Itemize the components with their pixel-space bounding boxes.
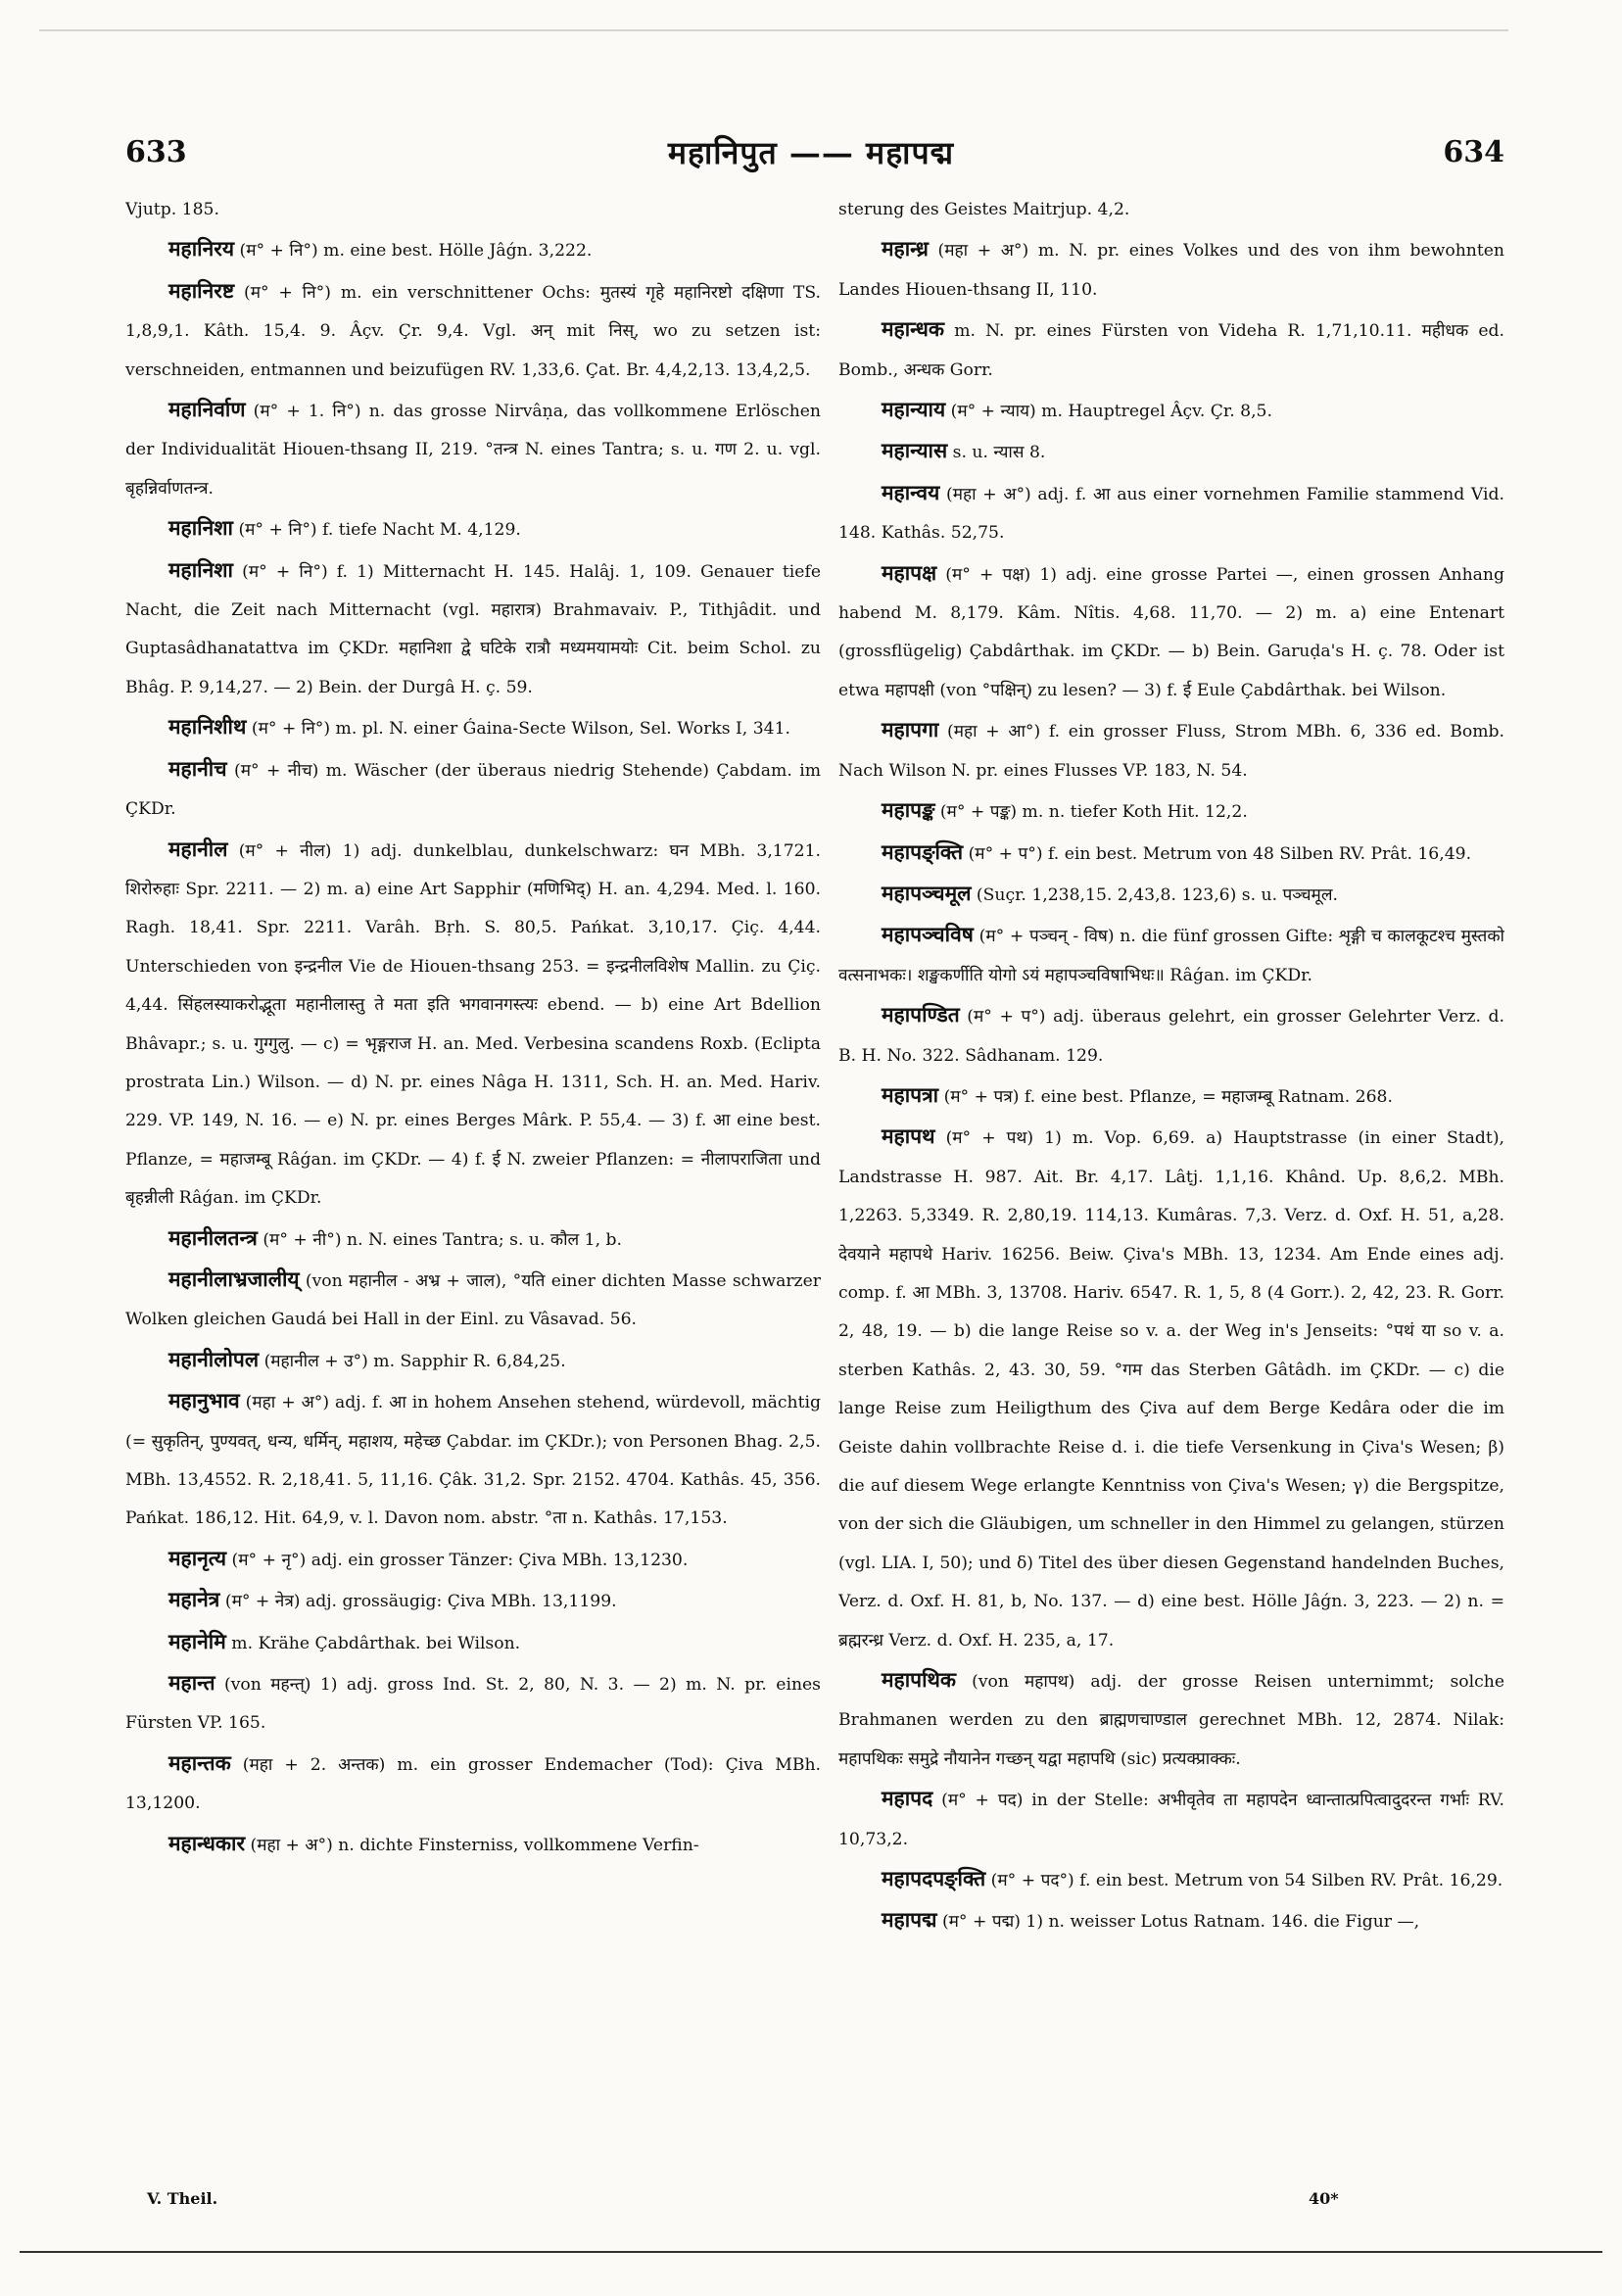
entry-definition: (von महानील - अभ्र + जाल), °यति einer dichten Masse schwarzer Wolken gleichen Gaudá bei Hall in der Einl. zu Vâsavad. 56. bbox=[125, 1270, 821, 1330]
entry-definition: (von महन्त्) 1) adj. gross Ind. St. 2, 80, N. 3. — 2) m. N. pr. eines Fürsten VP. 165. bbox=[125, 1675, 821, 1734]
left-page-number: 633 bbox=[125, 135, 187, 169]
dictionary-entry bbox=[838, 1117, 1504, 1660]
dictionary-entry bbox=[838, 1076, 1504, 1117]
dictionary-entry bbox=[125, 1580, 821, 1621]
dictionary-entry bbox=[125, 1622, 821, 1663]
dictionary-entry bbox=[838, 1660, 1504, 1779]
entry-definition: (म° + नी°) n. N. eines Tantra; s. u. कौल 1, b. bbox=[262, 1229, 622, 1250]
entry-definition: (म° + पञ्चन् - विष) n. die fünf grossen Gifte: शृङ्गी च कालकूटश्च मुस्तको वत्सनाभकः। शङ्खकर्णीति योगो ऽयं महापञ्चविषाभिधः॥ Râǵan. im ÇKDr. bbox=[838, 927, 1504, 985]
entry-definition: (म° + पद) in der Stelle: अभीवृतेव ता महापदेन ध्वान्तात्प्रपित्वादुदरन्त गर्भाः RV. 10,73,2. bbox=[838, 1791, 1504, 1849]
dictionary-entry bbox=[838, 790, 1504, 832]
entry-definition: (Suçr. 1,238,15. 2,43,8. 123,6) s. u. पञ्चमूल. bbox=[976, 885, 1338, 905]
entry-definition: s. u. न्यास 8. bbox=[952, 443, 1046, 463]
dictionary-entry bbox=[125, 1663, 821, 1744]
right-page-number: 634 bbox=[1443, 135, 1504, 169]
entry-headword: महापङ्क्ति bbox=[882, 838, 964, 864]
dictionary-entry bbox=[125, 191, 821, 229]
entry-headword: महानीलाभ्रजालीय् bbox=[168, 1266, 300, 1291]
entry-definition: m. N. pr. eines Fürsten von Videha R. 1,71,10.11. महीधक ed. Bomb., अन्धक Gorr. bbox=[838, 321, 1504, 380]
dictionary-entry bbox=[838, 431, 1504, 472]
entry-headword: महानृत्य bbox=[168, 1545, 227, 1570]
entry-definition: m. Krähe Çabdârthak. bei Wilson. bbox=[231, 1633, 521, 1653]
entry-headword: महानील bbox=[168, 836, 228, 861]
entry-headword: महापञ्चविष bbox=[882, 922, 974, 947]
entry-headword: महानेमि bbox=[168, 1628, 226, 1653]
entry-headword: महापण्डित bbox=[882, 1002, 960, 1028]
entry-headword: महान्धकार bbox=[168, 1830, 246, 1855]
dictionary-entry bbox=[125, 1260, 821, 1340]
entry-headword: महान्यास bbox=[882, 438, 948, 463]
entry-definition: (महा + अ°) n. dichte Finsterniss, vollkommene Verfin- bbox=[250, 1835, 699, 1855]
entry-definition: (म° + नि°) m. ein verschnittener Ochs: मुतस्यं गृहे महानिरष्टो दक्षिणा TS. 1,8,9,1. Kâth. 15,4. 9. Âçv. Çr. 9,4. Vgl. अन् mit निस्, wo zu setzen ist: verschneiden, entmannen und beizufügen RV. 1,33,6. Çat. Br. 4,4,2,13. 13,4,2,5. bbox=[125, 282, 821, 380]
entry-headword: महानीलतन्त्र bbox=[168, 1224, 258, 1250]
entry-definition: (म° + नृ°) adj. ein grosser Tänzer: Çiva MBh. 13,1230. bbox=[231, 1550, 689, 1570]
entry-definition: (म° + पथ) 1) m. Vop. 6,69. a) Hauptstrasse (in einer Stadt), Landstrasse H. 987. Ait. Br. 4,17. Lâṭj. 1,1,16. Khând. Up. 8,6,2. MBh. 1,2263. 5,3349. R. 2,80,19. 114,13. Kumâras. 7,3. Verz. d. Oxf. H. 51, a,28. देवयाने महापथे Hariv. 16256. Beiw. Çiva's MBh. 13, 1234. Am Ende eines adj. comp. f. आ MBh. 3, 13708. Hariv. 6547. R. 1, 5, 8 (4 Gorr.). 2, 42, 23. R. Gorr. 2, 48, 19. — b) die lange Reise so v. a. der Weg in's Jenseits: °पथं या so v. a. sterben Kathâs. 2, 43. 30, 59. °गम das Sterben Gâtâdh. im ÇKDr. — c) die lange Reise zum Heiligthum des Çiva auf dem Berge Kedâra oder die im Geiste dahin vollbrachte Reise d. i. die tiefe Versenkung in Çiva's Wesen; β) die auf diesem Wege erlangte Kenntniss von Çiva's Wesen; γ) die Bergspitze, von der sich die Gläubigen, um schneller in den Himmel zu gelangen, stürzen (vgl. LIA. I, 50); und δ) Titel des über diesen Gegenstand handelnden Buches, Verz. d. Oxf. H. 81, b, No. 137. — d) eine best. Hölle Jâǵn. 3, 223. — 2) n. = ब्रह्मरन्ध्र Verz. d. Oxf. H. 235, a, 17. bbox=[838, 1128, 1504, 1650]
entry-headword: महानिशा bbox=[168, 515, 233, 541]
dictionary-entry bbox=[838, 191, 1504, 229]
dictionary-entry bbox=[838, 710, 1504, 790]
entry-definition: (म° + 1. नि°) n. das grosse Nirvâṇa, das vollkommene Erlöschen der Individualität Hiouen-thsang II, 219. °तन्त्र N. eines Tantra; s. u. गण 2. u. vgl. बृहन्निर्वाणतन्त्र. bbox=[125, 402, 821, 499]
dictionary-entry bbox=[125, 1539, 821, 1580]
entry-definition: (von महापथ) adj. der grosse Reisen unternimmt; solche Brahmanen werden zu den ब्राह्मणचाण्डाल gerechnet MBh. 12, 2874. Nilak: महापथिकः समुद्रे नौयानेन गच्छन् यद्वा महापथि (sic) प्रत्यक्प्राक्कः. bbox=[838, 1672, 1504, 1769]
dictionary-entry bbox=[125, 1824, 821, 1865]
entry-headword: महापथ bbox=[882, 1124, 935, 1149]
entry-definition: (महा + 2. अन्तक) m. ein grosser Endemacher (Tod): Çiva MBh. 13,1200. bbox=[125, 1754, 821, 1814]
dictionary-entry bbox=[125, 229, 821, 270]
entry-definition: (म° + नि°) f. 1) Mitternacht H. 145. Halâj. 1, 109. Genauer tiefe Nacht, die Zeit nach Mitternacht (vgl. महारात्र) Brahmavaiv. P., Tithjâdit. und Guptasâdhanatattva im ÇKDr. महानिशा द्वे घटिके रात्रौ मध्यमयामयोः Cit. beim Schol. zu Bhâg. P. 9,14,27. — 2) Bein. der Durgâ H. ç. 59. bbox=[125, 561, 821, 697]
entry-definition: (म° + प°) adj. überaus gelehrt, ein grosser Gelehrter Verz. d. B. H. No. 322. Sâdhanam. 129. bbox=[838, 1007, 1504, 1066]
entry-definition: (म° + पङ्क) m. n. tiefer Koth Hit. 12,2. bbox=[939, 802, 1248, 823]
entry-headword: महानिशा bbox=[168, 556, 233, 582]
entry-headword: महान्धक bbox=[882, 316, 945, 342]
dictionary-entry bbox=[125, 1219, 821, 1260]
dictionary-entry bbox=[838, 390, 1504, 431]
entry-headword: महानेत्र bbox=[168, 1587, 220, 1612]
entry-headword: महापत्रा bbox=[882, 1081, 939, 1107]
entry-definition: (म° + नील) 1) adj. dunkelblau, dunkelschwarz: घन MBh. 3,1721. शिरोरुहाः Spr. 2211. — 2) m. a) eine Art Sapphir (मणिभिद्) H. an. 4,294. Med. l. 160. Ragh. 18,41. Spr. 2211. Varâh. Bṛh. S. 80,5. Pańkat. 3,10,17. Çiç. 4,44. Unterschieden von इन्द्रनील Vie de Hiouen-thsang 253. = इन्द्रनीलविशेष Mallin. zu Çiç. 4,44. सिंहलस्याकरोद्भूता महानीलास्तु ते मता इति भगवानगस्त्यः ebend. — b) eine Art Bdellion Bhâvapr.; s. u. गुग्गुलु. — c) = भृङ्गराज H. an. Med. Verbesina scandens Roxb. (Eclipta prostrata Lin.) Wilson. — d) N. pr. eines Nâga H. 1311, Sch. H. an. Med. Hariv. 229. VP. 149, N. 16. — e) N. pr. eines Berges Mârk. P. 55,4. — 3) f. आ eine best. Pflanze, = महाजम्बू Râǵan. im ÇKDr. — 4) f. ई N. zweier Pflanzen: = नीलापराजिता und बृहन्नीली Râǵan. im ÇKDr. bbox=[125, 840, 821, 1209]
dictionary-entry bbox=[125, 1744, 821, 1824]
entry-headword: महानिशीथ bbox=[168, 714, 247, 740]
entry-definition: (म° + नीच) m. Wäscher (der überaus niedrig Stehende) Çabdam. im ÇKDr. bbox=[125, 760, 821, 820]
entry-definition: (म° + नि°) m. eine best. Hölle Jâǵn. 3,222. bbox=[239, 241, 593, 262]
dictionary-entry bbox=[125, 550, 821, 708]
entry-definition: (महा + अ°) adj. f. आ aus einer vornehmen Familie stammend Vid. 148. Kathâs. 52,75. bbox=[838, 484, 1504, 544]
volume-signature: V. Theil. bbox=[147, 2189, 218, 2208]
entry-definition: (महा + अ°) m. N. pr. eines Volkes und des von ihm bewohnten Landes Hiouen-thsang II, 110. bbox=[838, 241, 1504, 300]
dictionary-entry bbox=[838, 874, 1504, 915]
entry-headword: महानिर्वाण bbox=[168, 397, 246, 422]
dictionary-entry bbox=[838, 553, 1504, 711]
entry-headword: महान्याय bbox=[882, 397, 946, 422]
dictionary-entry bbox=[125, 271, 821, 390]
dictionary-entry bbox=[838, 915, 1504, 995]
entry-definition: (म° + पद्म) 1) n. weisser Lotus Ratnam. 146. die Figur —, bbox=[941, 1912, 1420, 1933]
entry-headword: महापद्म bbox=[882, 1907, 937, 1933]
entry-headword: महापञ्चमूल bbox=[882, 880, 972, 905]
entry-definition: (महानील + उ°) m. Sapphir R. 6,84,25. bbox=[263, 1351, 566, 1371]
entry-headword: महान्त bbox=[168, 1670, 215, 1696]
dictionary-entry bbox=[838, 1779, 1504, 1859]
dictionary-entry bbox=[838, 473, 1504, 553]
dictionary-entry bbox=[838, 310, 1504, 390]
dictionary-entry bbox=[125, 390, 821, 508]
entry-headword: महापङ्क bbox=[882, 797, 935, 823]
dictionary-entry bbox=[125, 1381, 821, 1539]
right-column bbox=[838, 191, 1504, 2130]
dictionary-entry bbox=[125, 749, 821, 830]
entry-definition: (म° + नि°) f. tiefe Nacht M. 4,129. bbox=[238, 520, 521, 541]
dictionary-entry bbox=[125, 508, 821, 550]
running-header bbox=[118, 131, 1504, 180]
dictionary-entry bbox=[838, 1900, 1504, 1941]
entry-definition: sterung des Geistes Maitrjup. 4,2. bbox=[838, 200, 1130, 219]
entry-definition: (म° + नेत्र) adj. grossäugig: Çiva MBh. 13,1199. bbox=[224, 1592, 617, 1612]
entry-definition: (म° + पत्र) f. eine best. Pflanze, = महाजम्बू Ratnam. 268. bbox=[943, 1086, 1393, 1107]
dictionary-entry bbox=[838, 229, 1504, 310]
entry-definition: (महा + अ°) adj. f. आ in hohem Ansehen stehend, würdevoll, mächtig (= सुकृतिन्, पुण्यवत्, धन्य, धर्मिन्, महाशय, महेच्छ Çabdar. im ÇKDr.); von Personen Bhag. 2,5. MBh. 13,4552. R. 2,18,41. 5, 11,16. Çâk. 31,2. Spr. 2152. 4704. Kathâs. 45, 356. Pańkat. 186,12. Hit. 64,9, v. l. Davon nom. abstr. °ता n. Kathâs. 17,153. bbox=[125, 1393, 821, 1529]
entry-headword: महानुभाव bbox=[168, 1388, 240, 1413]
dictionary-entry bbox=[838, 1859, 1504, 1900]
left-column bbox=[125, 191, 821, 2130]
bottom-rule bbox=[20, 2251, 1602, 2253]
entry-headword: महानीच bbox=[168, 755, 227, 781]
entry-definition: Vjutp. 185. bbox=[125, 200, 219, 219]
entry-headword: महापद bbox=[882, 1786, 933, 1811]
dictionary-entry bbox=[125, 830, 821, 1219]
entry-headword: महानिरय bbox=[168, 236, 235, 262]
sheet-signature: 40* bbox=[1309, 2189, 1339, 2208]
entry-definition: (म° + प°) f. ein best. Metrum von 48 Silben RV. Prât. 16,49. bbox=[968, 843, 1472, 864]
dictionary-entry bbox=[125, 1340, 821, 1381]
entry-headword: महानीलोपल bbox=[168, 1346, 260, 1371]
dictionary-entry bbox=[838, 995, 1504, 1076]
entry-definition: (म° + न्याय) m. Hauptregel Âçv. Çr. 8,5. bbox=[950, 402, 1272, 422]
entry-headword: महान्तक bbox=[168, 1749, 231, 1775]
entry-definition: (म° + नि°) m. pl. N. einer Ǵaina-Secte Wilson, Sel. Works I, 341. bbox=[251, 719, 790, 740]
entry-headword: महान्वय bbox=[882, 479, 940, 504]
entry-headword: महापथिक bbox=[882, 1667, 957, 1693]
scan-artifact-line bbox=[39, 29, 1508, 31]
entry-headword: महापदपङ्क्ति bbox=[882, 1866, 986, 1891]
dictionary-entry bbox=[838, 833, 1504, 874]
entry-headword: महानिरष्ट bbox=[168, 277, 235, 303]
entry-definition: (म° + पद°) f. ein best. Metrum von 54 Silben RV. Prât. 16,29. bbox=[990, 1871, 1503, 1891]
entry-definition: (म° + पक्ष) 1) adj. eine grosse Partei —, einen grossen Anhang habend M. 8,179. Kâm. Nîtis. 4,68. 11,70. — 2) m. a) eine Entenart (grossflügelig) Çabdârthak. im ÇKDr. — b) Bein. Garuḍa's H. ç. 78. Oder ist etwa महापक्षी (von °पक्षिन्) zu lesen? — 3) f. ई Eule Çabdârthak. bei Wilson. bbox=[838, 564, 1504, 700]
running-title: महानिपुत —— महापद्म bbox=[667, 134, 955, 171]
entry-headword: महान्ध्र bbox=[882, 236, 929, 262]
entry-definition: (महा + आ°) f. ein grosser Fluss, Strom MBh. 6, 336 ed. Bomb. Nach Wilson N. pr. eines Flusses VP. 183, N. 54. bbox=[838, 722, 1504, 781]
entry-headword: महापगा bbox=[882, 717, 939, 742]
dictionary-entry bbox=[125, 707, 821, 748]
entry-headword: महापक्ष bbox=[882, 559, 937, 585]
